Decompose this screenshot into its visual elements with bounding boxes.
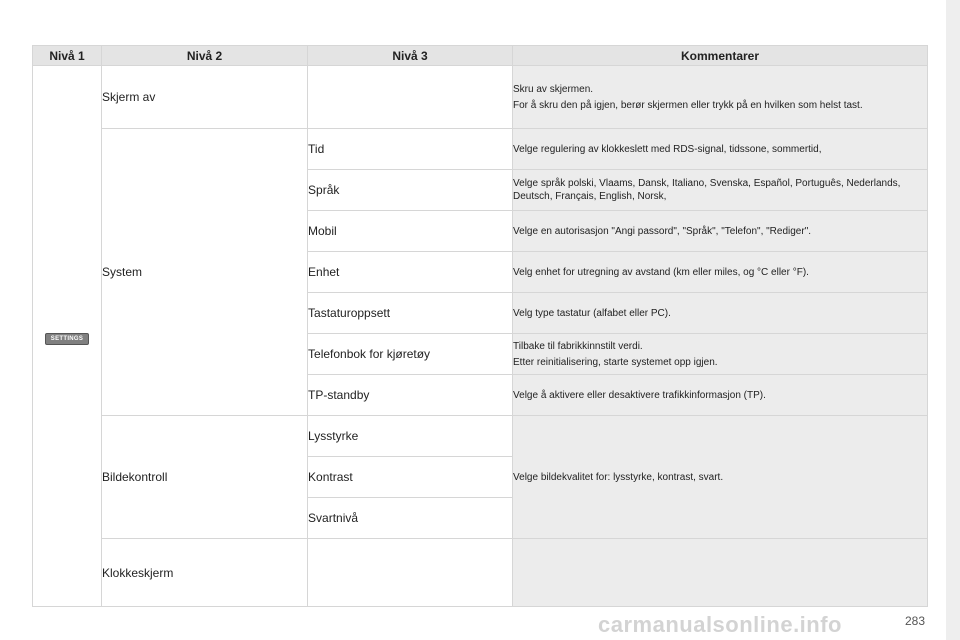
table-row bbox=[33, 539, 928, 607]
level2-skjerm-av: Skjerm av bbox=[102, 66, 308, 129]
level2-system: System bbox=[102, 129, 308, 416]
table-row bbox=[33, 129, 928, 170]
level3-tid: Tid bbox=[308, 129, 513, 170]
side-strip bbox=[946, 0, 960, 640]
level3-kontrast: Kontrast bbox=[308, 457, 513, 498]
table-header-row bbox=[33, 46, 928, 66]
table-row bbox=[33, 416, 928, 457]
header-level1: Nivå 1 bbox=[33, 46, 102, 66]
header-level3: Nivå 3 bbox=[308, 46, 513, 66]
settings-table bbox=[32, 45, 928, 607]
comment-mobil: Velge en autorisasjon "Angi passord", "Språk", "Telefon", "Rediger". bbox=[513, 211, 928, 252]
level2-klokkeskjerm: Klokkeskjerm bbox=[102, 539, 308, 607]
level1-cell bbox=[33, 66, 102, 607]
level2-bildekontroll: Bildekontroll bbox=[102, 416, 308, 539]
header-level2: Nivå 2 bbox=[102, 46, 308, 66]
level3-tastaturoppsett: Tastaturoppsett bbox=[308, 293, 513, 334]
table-row bbox=[33, 66, 928, 129]
comment-skjerm-av: Skru av skjermen. For å skru den på igjen, berør skjermen eller trykk på en hvilken som helst tast. bbox=[513, 66, 928, 129]
comment-tid: Velge regulering av klokkeslett med RDS-signal, tidssone, sommertid, bbox=[513, 129, 928, 170]
comment-enhet: Velg enhet for utregning av avstand (km eller miles, og °C eller °F). bbox=[513, 252, 928, 293]
level3-sprak: Språk bbox=[308, 170, 513, 211]
level3-empty bbox=[308, 539, 513, 607]
comment-telefonbok: Tilbake til fabrikkinnstilt verdi. Etter reinitialisering, starte systemet opp igjen. bbox=[513, 334, 928, 375]
comment-tastaturoppsett: Velg type tastatur (alfabet eller PC). bbox=[513, 293, 928, 334]
level3-svartniva: Svartnivå bbox=[308, 498, 513, 539]
comment-sprak: Velge språk polski, Vlaams, Dansk, Italiano, Svenska, Español, Português, Nederlands, Deutsch, Français, English, Norsk, bbox=[513, 170, 928, 211]
level3-lysstyrke: Lysstyrke bbox=[308, 416, 513, 457]
comment-empty bbox=[513, 539, 928, 607]
comment-tp-standby: Velge å aktivere eller desaktivere trafikkinformasjon (TP). bbox=[513, 375, 928, 416]
level3-tp-standby: TP-standby bbox=[308, 375, 513, 416]
settings-button-icon: SETTINGS bbox=[45, 333, 89, 345]
comment-bildekontroll: Velge bildekvalitet for: lysstyrke, kontrast, svart. bbox=[513, 416, 928, 539]
header-comments: Kommentarer bbox=[513, 46, 928, 66]
level3-enhet: Enhet bbox=[308, 252, 513, 293]
page-number: 283 bbox=[905, 614, 926, 628]
watermark: carmanualsonline.info bbox=[598, 612, 842, 637]
level3-telefonbok: Telefonbok for kjøretøy bbox=[308, 334, 513, 375]
level3-empty bbox=[308, 66, 513, 129]
level3-mobil: Mobil bbox=[308, 211, 513, 252]
